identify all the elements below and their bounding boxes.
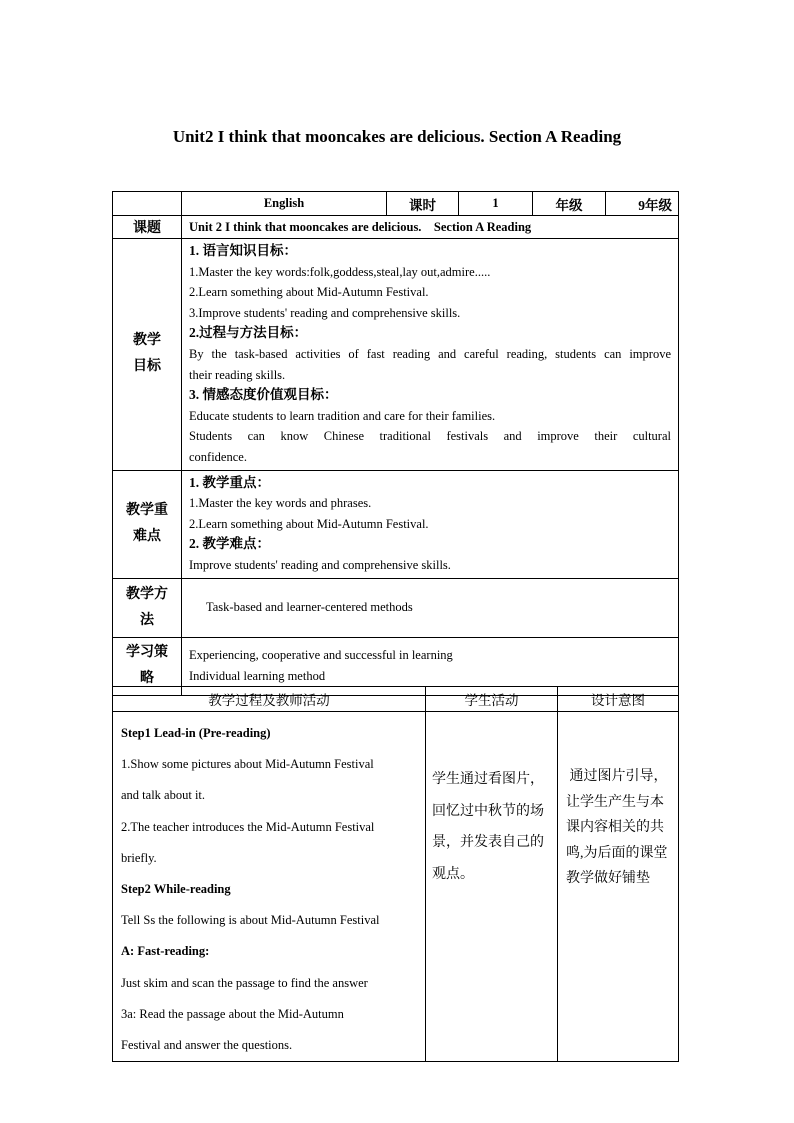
topic-label: 课题 [113,216,182,239]
methods-value: Task-based and learner-centered methods [182,578,679,637]
period-value: 1 [459,192,533,216]
student-activity-line: 景，并发表自己的 [432,835,544,850]
subject-cell: English [182,192,387,216]
grade-value: 9年级 [606,192,679,216]
objectives-row [113,239,679,471]
objectives-content [182,239,679,471]
strategy-item: Individual learning method [189,669,326,683]
step-text: Just skim and scan the passage to find the answer [121,975,368,990]
step-text: 2.The teacher introduces the Mid-Autumn Festival [121,819,375,834]
topic-value: Unit 2 I think that mooncakes are delicious. Section A Reading [182,216,679,239]
topic-row [113,216,679,239]
attitude-goal-heading: 3. 情感态度价值观目标： [189,387,338,403]
strategies-label-line1: 学习策 [126,645,168,660]
document-title: Unit2 I think that mooncakes are delicious. Section A Reading [172,127,622,146]
teaching-process-table [112,686,679,1062]
grade-label: 年级 [533,192,606,216]
strategies-label-line2: 略 [140,671,154,686]
step-text: Tell Ss the following is about Mid-Autumn Festival [121,913,380,928]
substep-heading: A: Fast-reading: [121,944,210,959]
key-points-row [113,470,679,578]
column-header: 教学过程及教师活动 [113,687,426,712]
step-text: briefly. [121,850,157,865]
methods-row [113,578,679,637]
blank-cell [113,192,182,216]
teacher-activity-cell [113,712,426,1062]
process-goal-text: their reading skills. [189,367,286,382]
strategy-item: Experiencing, cooperative and successful in learning [189,648,453,663]
design-intent-line: 课内容相关的共 [566,820,664,835]
step-text: and talk about it. [121,788,206,803]
key-points-content [182,470,679,578]
step-text: Festival and answer the questions. [121,1038,293,1053]
objectives-label [113,239,182,471]
step-heading: Step1 Lead-in (Pre-reading) [121,726,271,740]
period-label: 课时 [387,192,459,216]
methods-label-line2: 法 [140,612,154,628]
column-header: 设计意图 [558,687,679,712]
step-heading: Step2 While-reading [121,882,231,897]
attitude-goal-text: confidence. [189,449,247,464]
student-activity-line: 回忆过中秋节的场 [432,803,544,819]
lesson-info-table [112,191,679,696]
key-points-label-line2: 难点 [133,529,161,545]
column-header: 学生活动 [426,687,558,712]
design-intent-line: 让学生产生与本 [566,794,664,810]
key-points-label [113,470,182,578]
difficulty-text: Improve students' reading and comprehensive skills. [189,557,451,572]
design-intent-line: 教学做好铺垫 [566,871,650,886]
difficulty-heading: 2. 教学难点： [189,536,270,552]
student-activity-line: 观点。 [432,866,474,882]
knowledge-goal-heading: 1. 语言知识目标： [189,243,297,258]
step-text: 1.Show some pictures about Mid-Autumn Festival [121,757,374,772]
header-row [113,192,679,216]
knowledge-goal-item: 2.Learn something about Mid-Autumn Festival. [189,285,429,300]
process-content-row [113,712,679,1062]
student-activity-cell [426,712,558,1062]
key-points-label-line1: 教学重 [126,503,168,519]
process-goal-text: By the task-based activities of fast reading and careful reading, students can improve [189,346,671,361]
objectives-label-line1: 教学 [133,333,161,349]
knowledge-goal-item: 1.Master the key words:folk,goddess,steal,lay out,admire..... [189,264,491,279]
attitude-goal-text: Students can know Chinese traditional festivals and improve their cultural [189,429,671,444]
methods-label-line1: 教学方 [126,586,168,602]
key-focus-item: 2.Learn something about Mid-Autumn Festival. [189,516,429,531]
attitude-goal-text: Educate students to learn tradition and care for their families. [189,408,496,423]
design-intent-line: 通过图片引导， [566,769,668,784]
design-intent-cell [558,712,679,1062]
step-text: 3a: Read the passage about the Mid-Autumn [121,1006,344,1021]
design-intent-line: 鸣,为后面的课堂 [566,845,668,861]
process-goal-heading: 2.过程与方法目标： [189,325,308,341]
key-focus-heading: 1. 教学重点： [189,474,270,490]
knowledge-goal-item: 3.Improve students' reading and comprehensive skills. [189,305,461,320]
methods-label [113,578,182,637]
objectives-label-line2: 目标 [133,359,161,375]
process-header-row [113,687,679,712]
key-focus-item: 1.Master the key words and phrases. [189,496,372,511]
student-activity-line: 学生通过看图片， [432,772,544,787]
